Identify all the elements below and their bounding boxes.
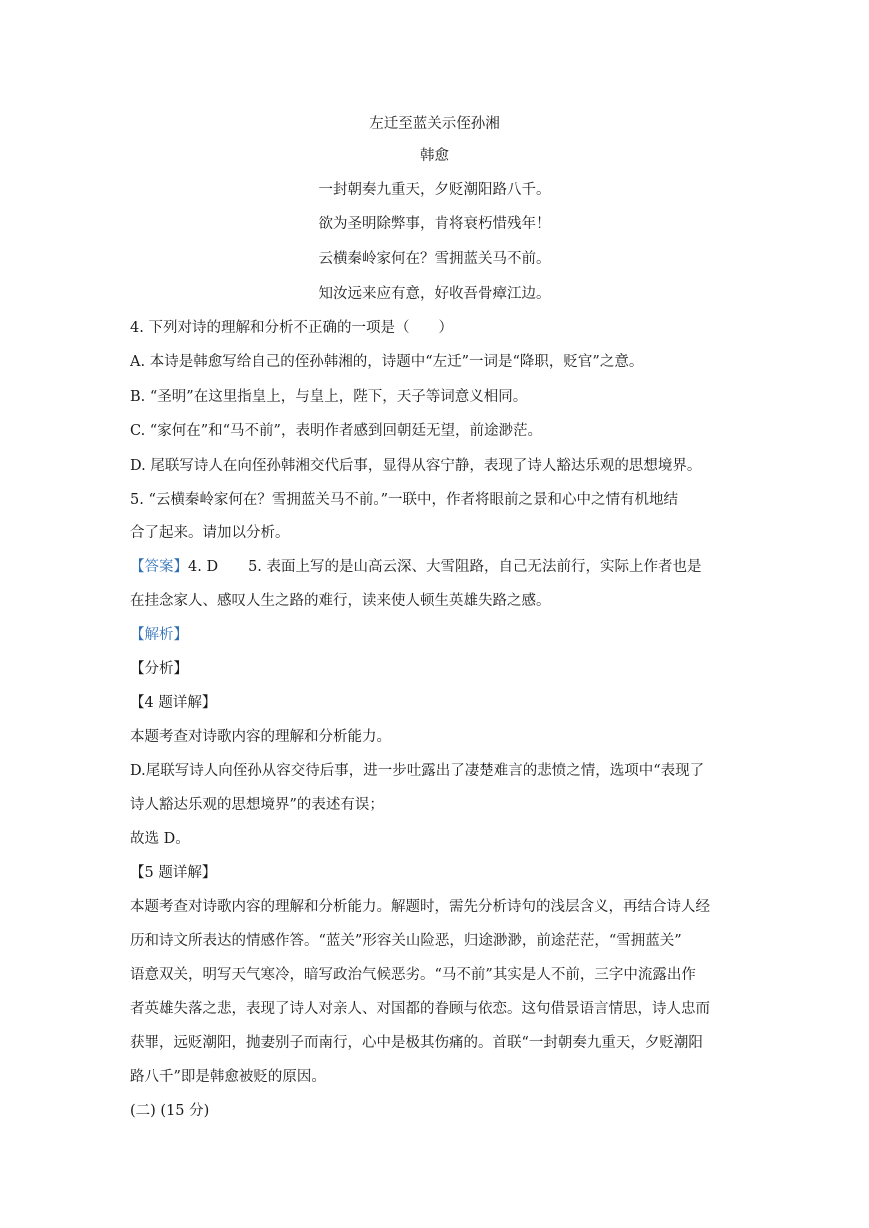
poem-line: 知汝远来应有意，好收吾骨瘴江边。 xyxy=(318,286,551,302)
q5-detail-heading: 【5 题详解】 xyxy=(130,865,217,881)
question-4-option-c: C. “家何在”和“马不前”，表明作者感到回朝廷无望，前途渺茫。 xyxy=(130,423,542,439)
answer-line xyxy=(130,557,739,577)
q4-detail-text: 故选 D。 xyxy=(130,831,190,847)
question-5-stem: 合了起来。请加以分析。 xyxy=(130,525,290,541)
question-5-stem: 5. “云横秦岭家何在？雪拥蓝关马不前。”一联中，作者将眼前之景和心中之情有机地结 xyxy=(130,492,679,508)
question-4-option-b: B. “圣明”在这里指皇上，与皇上，陛下，天子等词意义相同。 xyxy=(130,389,528,405)
q4-detail-text: 本题考查对诗歌内容的理解和分析能力。 xyxy=(130,729,391,745)
poem-line: 欲为圣明除弊事，肯将衰朽惜残年！ xyxy=(318,216,551,232)
poem-line: 一封朝奏九重天，夕贬潮阳路八千。 xyxy=(318,182,551,198)
poem-line: 云横秦岭家何在？雪拥蓝关马不前。 xyxy=(318,251,551,267)
answer-q5-continued: 在挂念家人、感叹人生之路的难行，读来使人顿生英雄失路之感。 xyxy=(130,593,551,609)
question-4-stem: 4. 下列对诗的理解和分析不正确的一项是（ ） xyxy=(130,320,453,336)
question-4-option-d: D. 尾联写诗人在向侄孙韩湘交代后事，显得从容宁静，表现了诗人豁达乐观的思想境界。 xyxy=(130,458,702,474)
q5-detail-text: 本题考查对诗歌内容的理解和分析能力。解题时，需先分析诗句的浅层含义，再结合诗人经 xyxy=(130,899,710,915)
analysis-label: 【解析】 xyxy=(130,627,188,643)
answer-q5: 5. 表面上写的是山高云深、大雪阻路，自己无法前行，实际上作者也是 xyxy=(248,559,702,575)
q5-detail-text: 历和诗文所表达的情感作答。“蓝关”形容关山险恶，归途渺渺，前途茫茫，“雪拥蓝关” xyxy=(130,933,682,949)
answer-label: 【答案】 xyxy=(130,559,188,575)
q4-detail-text: D.尾联写诗人向侄孙从容交待后事，进一步吐露出了凄楚难言的悲愤之情，选项中“表现了 xyxy=(130,763,705,779)
q5-detail-text: 获罪，远贬潮阳，抛妻别子而南行，心中是极其伤痛的。首联“一封朝奏九重天，夕贬潮阳 xyxy=(130,1035,703,1051)
q4-detail-heading: 【4 题详解】 xyxy=(130,695,217,711)
q5-detail-text: 语意双关，明写天气寒冷，暗写政治气候恶劣。“马不前”其实是人不前，三字中流露出作 xyxy=(130,967,696,983)
section-heading: (二) (15 分) xyxy=(130,1103,210,1119)
fenxi-label: 【分析】 xyxy=(130,661,188,677)
question-4-option-a: A. 本诗是韩愈写给自己的侄孙韩湘的，诗题中“左迁”一词是“降职，贬官”之意。 xyxy=(130,354,644,370)
q4-detail-text: 诗人豁达乐观的思想境界”的表述有误； xyxy=(130,797,384,813)
poem-author: 韩愈 xyxy=(420,148,449,164)
answer-q4: 4. D xyxy=(188,559,219,575)
poem-title: 左迁至蓝关示侄孙湘 xyxy=(369,116,500,132)
q5-detail-text: 路八千”即是韩愈被贬的原因。 xyxy=(130,1069,326,1085)
q5-detail-text: 者英雄失落之悲，表现了诗人对亲人、对国都的眷顾与依恋。这句借景语言情思，诗人忠而 xyxy=(130,1001,710,1017)
